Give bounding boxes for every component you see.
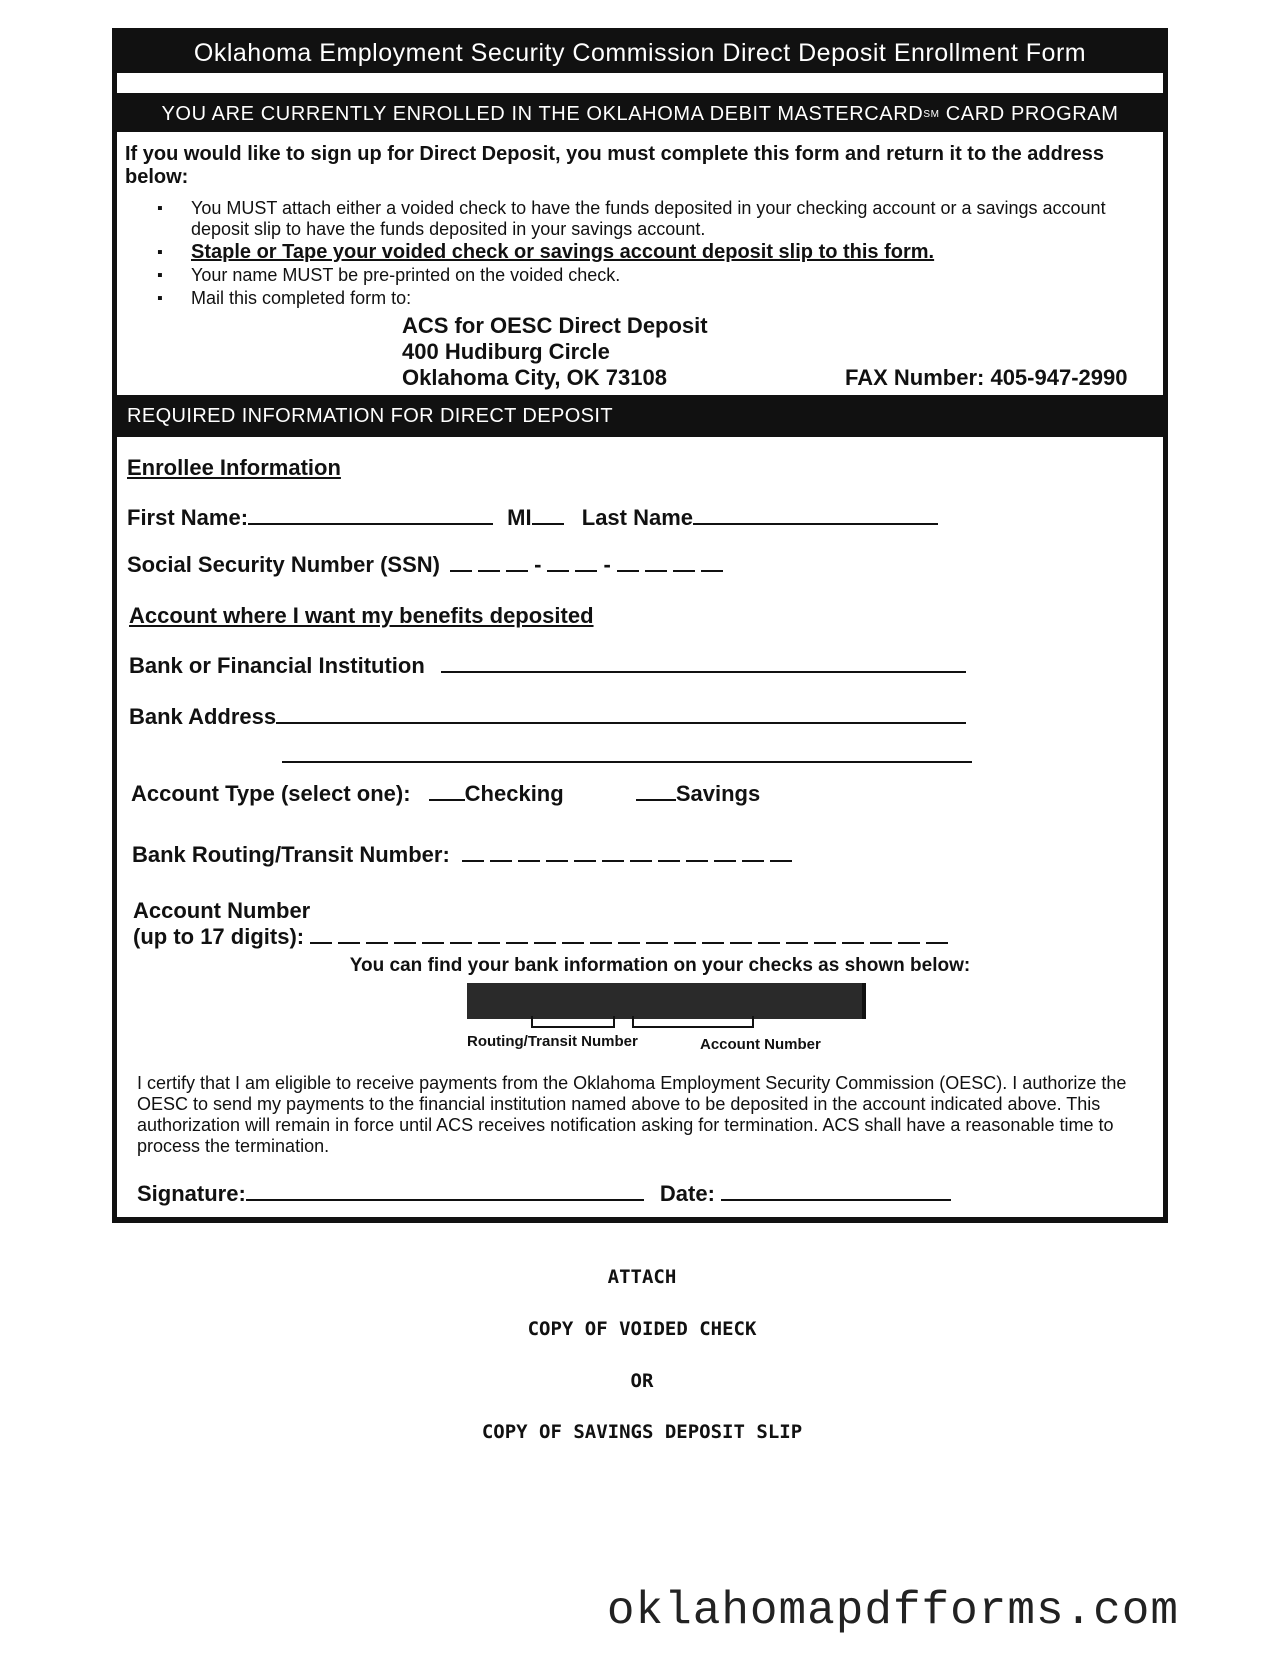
attach-line: COPY OF SAVINGS DEPOSIT SLIP xyxy=(481,1421,803,1443)
enrolled-banner-tail: CARD PROGRAM xyxy=(945,102,1119,125)
routing-bracket xyxy=(531,1016,615,1028)
site-watermark: oklahomapdfforms.com xyxy=(606,1585,1179,1637)
first-name-field[interactable] xyxy=(248,505,493,525)
instructions-list xyxy=(157,198,1155,311)
date-field[interactable] xyxy=(721,1181,951,1201)
savings-blank[interactable] xyxy=(636,781,676,801)
mailing-address xyxy=(402,313,708,391)
savings-option: Savings xyxy=(675,781,761,806)
bank-address-row xyxy=(129,704,966,730)
name-row xyxy=(127,505,938,531)
required-info-banner: REQUIRED INFORMATION FOR DIRECT DEPOSIT xyxy=(117,395,1163,437)
ssn-label: Social Security Number (SSN) xyxy=(127,552,440,577)
bank-field[interactable] xyxy=(441,653,966,673)
bank-address-label: Bank Address xyxy=(129,704,277,729)
attach-line: COPY OF VOIDED CHECK xyxy=(527,1318,757,1340)
signature-row xyxy=(137,1181,951,1207)
address-line: 400 Hudiburg Circle xyxy=(402,339,610,364)
account-type-row xyxy=(131,781,760,807)
last-name-label: Last Name xyxy=(581,505,694,530)
account-bracket xyxy=(632,1016,754,1028)
list-item: ▪ Mail this completed form to: xyxy=(157,288,1155,309)
bank-label: Bank or Financial Institution xyxy=(129,653,425,678)
routing-label: Bank Routing/Transit Number: xyxy=(132,842,450,867)
certification-text: I certify that I am eligible to receive payments from the Oklahoma Employment Security Commission (OESC). I authorize the OESC to send my payments to the financial institution named above to be deposited in the account indicated above. This authorization will remain in force until ACS receives notification asking for termination. ACS shall have a reasonable time to process the termination. xyxy=(137,1073,1127,1156)
account-caption: Account Number xyxy=(700,1036,821,1053)
find-info-text: You can find your bank information on your checks as shown below: xyxy=(349,955,971,976)
attach-line: OR xyxy=(630,1370,654,1392)
enrollee-heading: Enrollee Information xyxy=(127,455,341,480)
signature-field[interactable] xyxy=(246,1181,644,1201)
account-heading: Account where I want my benefits deposited xyxy=(129,603,594,628)
signature-label: Signature: xyxy=(137,1181,246,1206)
bank-row xyxy=(129,653,966,679)
mi-field[interactable] xyxy=(532,505,564,525)
account-number-field[interactable] xyxy=(310,924,954,949)
attach-line: ATTACH xyxy=(607,1266,677,1288)
account-type-label: Account Type (select one): xyxy=(131,781,411,806)
checking-option: Checking xyxy=(464,781,564,806)
list-item: ▪ You MUST attach either a voided check to have the funds deposited in your checking account or a savings account deposit slip to have the funds deposited in your savings account. xyxy=(157,198,1155,240)
address-line: Oklahoma City, OK 73108 xyxy=(402,365,667,390)
account-number-label: Account Number xyxy=(133,898,311,923)
service-mark: SM xyxy=(923,108,940,120)
routing-field[interactable] xyxy=(462,842,798,867)
mi-label: MI xyxy=(507,505,532,530)
account-number-label-2: (up to 17 digits): xyxy=(133,924,305,949)
address-line: ACS for OESC Direct Deposit xyxy=(402,313,708,338)
form-title: Oklahoma Employment Security Commission Direct Deposit Enrollment Form xyxy=(117,33,1163,73)
date-label: Date: xyxy=(659,1181,715,1206)
checking-blank[interactable] xyxy=(429,781,465,801)
ssn-field[interactable]: - - xyxy=(450,552,729,577)
list-item: ▪ Your name MUST be pre-printed on the voided check. xyxy=(157,265,1155,286)
fax-number: FAX Number: 405-947-2990 xyxy=(845,365,1128,390)
list-item: ▪ Staple or Tape your voided check or savings account deposit slip to this form. xyxy=(157,242,1155,263)
enrolled-banner xyxy=(117,96,1163,132)
last-name-field[interactable] xyxy=(693,505,938,525)
routing-row xyxy=(132,842,798,868)
routing-caption: Routing/Transit Number xyxy=(467,1033,638,1050)
ssn-row xyxy=(127,552,729,578)
enrollment-form xyxy=(112,28,1168,1223)
title-spacer xyxy=(117,73,1163,96)
bank-address-field[interactable] xyxy=(276,704,966,724)
first-name-label: First Name: xyxy=(127,505,249,530)
enrolled-banner-text: YOU ARE CURRENTLY ENROLLED IN THE OKLAHOMA DEBIT MASTERCARD xyxy=(161,102,924,125)
intro-text: If you would like to sign up for Direct Deposit, you must complete this form and return it to the address below: xyxy=(125,143,1104,188)
check-sample-image xyxy=(467,983,866,1019)
bank-address-field-line-2[interactable] xyxy=(282,761,972,763)
account-number-row xyxy=(133,898,954,950)
